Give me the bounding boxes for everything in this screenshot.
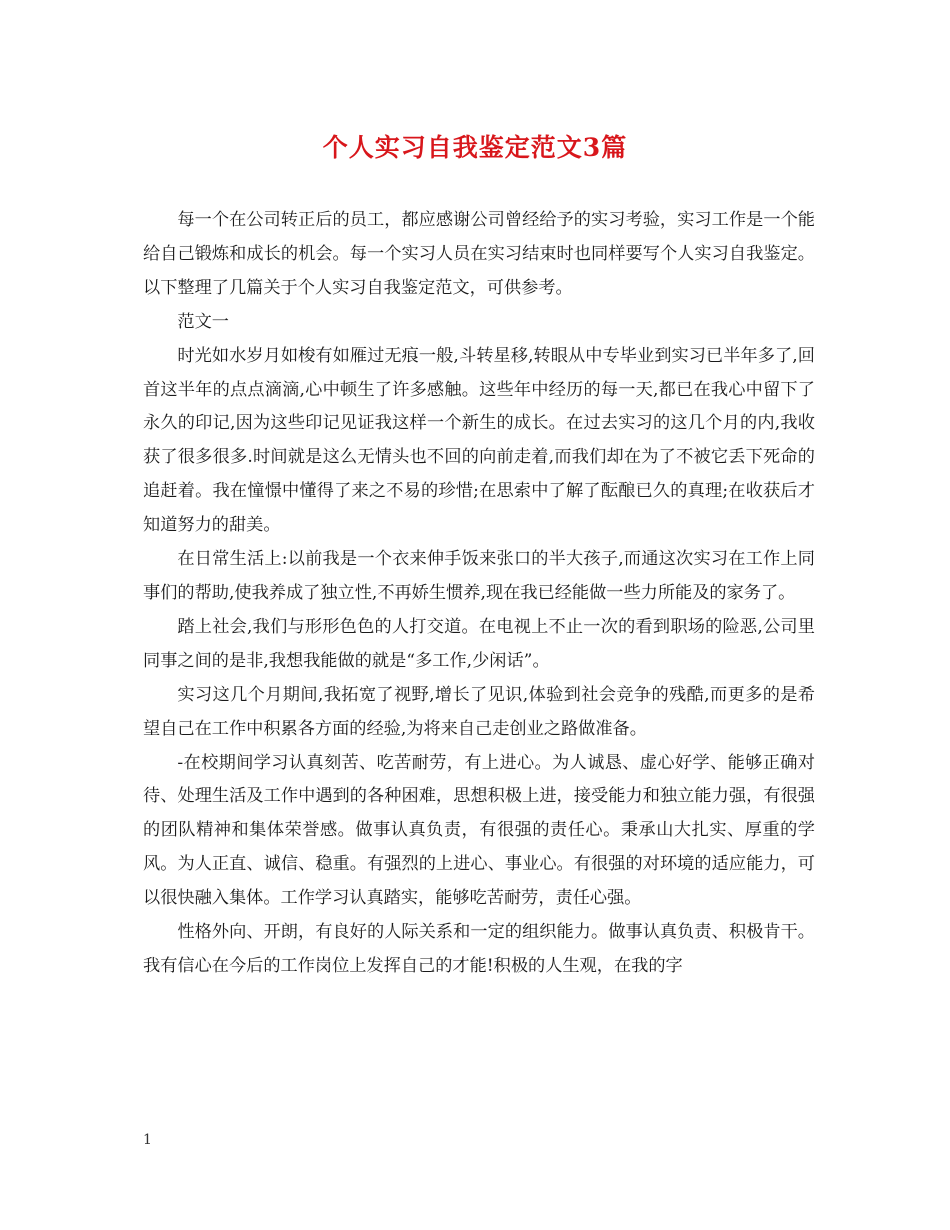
- document-body: [143, 204, 815, 984]
- body-paragraph: -在校期间学习认真刻苦、吃苦耐劳，有上进心。为人诚恳、虚心好学、能够正确对待、处理生活及工作中遇到的各种困难，思想积极上进，接受能力和独立能力强，有很强的团队精神和集体荣誉感。做事认真负责，有很强的责任心。秉承山大扎实、厚重的学风。为人正直、诚信、稳重。有强烈的上进心、事业心。有很强的对环境的适应能力，可以很快融入集体。工作学习认真踏实，能够吃苦耐劳，责任心强。: [143, 752, 815, 909]
- body-paragraph: 实习这几个月期间,我拓宽了视野,增长了见识,体验到社会竞争的残酷,而更多的是希望自己在工作中积累各方面的经验,为将来自己走创业之路做准备。: [143, 684, 815, 739]
- body-paragraph: 踏上社会,我们与形形色色的人打交道。在电视上不止一次的看到职场的险恶,公司里同事之间的是非,我想我能做的就是“多工作,少闲话”。: [143, 616, 815, 671]
- body-paragraph: 性格外向、开朗，有良好的人际关系和一定的组织能力。做事认真负责、积极肯干。我有信心在今后的工作岗位上发挥自己的才能!积极的人生观，在我的字: [143, 922, 815, 976]
- body-paragraph: 在日常生活上:以前我是一个衣来伸手饭来张口的半大孩子,而通这次实习在工作上同事们的帮助,使我养成了独立性,不再娇生惯养,现在我已经能做一些力所能及的家务了。: [143, 549, 815, 603]
- page-number: 1: [143, 1132, 152, 1148]
- body-paragraph: 时光如水岁月如梭有如雁过无痕一般,斗转星移,转眼从中专毕业到实习已半年多了,回首这半年的点点滴滴,心中顿生了许多感触。这些年中经历的每一天,都已在我心中留下了永久的印记,因为这些印记见证我这样一个新生的成长。在过去实习的这几个月的内,我收获了很多很多.时间就是这么无情头也不回的向前走着,而我们却在为了不被它丢下死命的追赶着。我在憧憬中懂得了来之不易的珍惜;在思索中了解了酝酿已久的真理;在收获后才知道努力的甜美。: [143, 345, 815, 536]
- document-title: 个人实习自我鉴定范文3篇: [322, 133, 628, 162]
- intro-paragraph: 每一个在公司转正后的员工，都应感谢公司曾经给予的实习考验，实习工作是一个能给自己锻炼和成长的机会。每一个实习人员在实习结束时也同样要写个人实习自我鉴定。以下整理了几篇关于个人实习自我鉴定范文，可供参考。: [143, 210, 815, 298]
- section-heading-sample-one: 范文一: [177, 311, 229, 332]
